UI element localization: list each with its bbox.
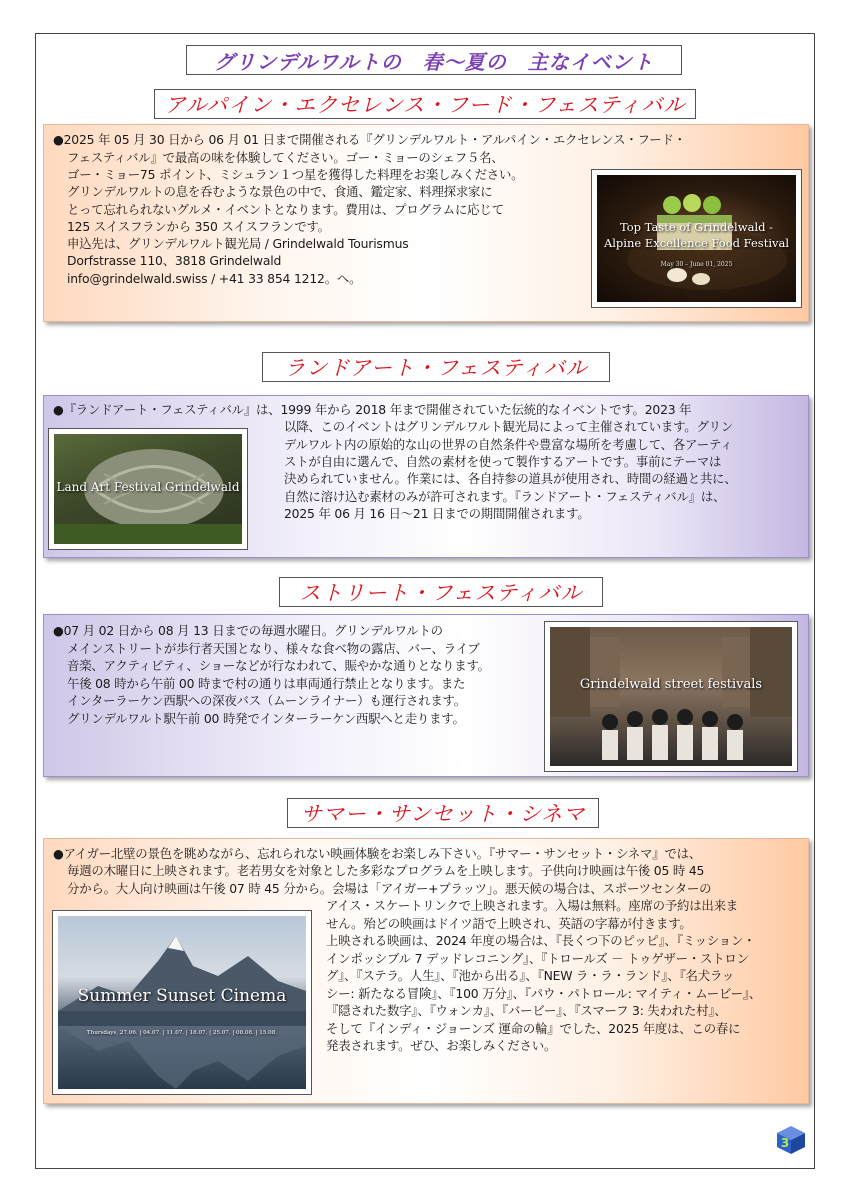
land-art-line-1: 以降、このイベントはグリンデルワルト観光局によって主催されています。グリン bbox=[284, 419, 734, 434]
street-festival-line-2: 音楽、アクティビティ、ショーなどが行なわれて、賑やかな通りとなります。 bbox=[67, 658, 490, 673]
section-title-street-festival: ストリート・フェスティバル bbox=[279, 577, 603, 607]
land-art-line-6: 2025 年 06 月 16 日〜21 日までの期間開催されます。 bbox=[284, 506, 590, 521]
land-art-line-0: ●『ランドアート・フェスティバル』は、1999 年から 2018 年まで開催されていた伝統的なイベントです。2023 年 bbox=[53, 402, 692, 417]
land-art-line-2: デルワルト内の原始的な山の世界の自然条件や豊富な場所を考慮して、各アーティ bbox=[284, 437, 733, 452]
food-festival-line-1: フェスティバル』で最高の味を体験してください。ゴー・ミョーのシェフ５名、 bbox=[67, 150, 504, 165]
food-festival-line-4: とって忘れられないグルメ・イベントとなります。費用は、プログラムに応じて bbox=[67, 202, 504, 217]
street-festival-photo-caption: Grindelwald street festivals bbox=[579, 677, 763, 692]
land-art-line-5: 自然に溶け込む素材のみが許可されます。『ランドアート・フェスティバル』は、 bbox=[284, 489, 726, 504]
food-festival-line-3: グリンデルワルトの息を呑むような景色の中で、食通、鑑定家、料理探求家に bbox=[67, 184, 493, 199]
page-title: グリンデルワルトの 春〜夏の 主なイベント bbox=[186, 45, 682, 75]
sunset-cinema-line-6: インポッシブル 7 デッドレコニング』、『トロールズ － トゥゲザー・ストロン bbox=[326, 951, 749, 966]
sunset-cinema-line-9: 『隠された数字』、『ウォンカ』、『バービー』、『スマーフ 3: 失われた村』、 bbox=[326, 1003, 727, 1018]
sunset-cinema-line-3: アイス・スケートリンクで上映されます。入場は無料。座席の予約は出来ま bbox=[326, 898, 739, 913]
sunset-cinema-line-7: グ』、『ステラ。人生』、『池から出る』、『NEW ラ・ラ・ランド』、『名犬ラッ bbox=[326, 968, 735, 983]
parade-crowd-illustration bbox=[550, 627, 792, 766]
section-title-sunset-cinema: サマー・サンセット・シネマ bbox=[287, 798, 599, 828]
sunset-cinema-line-1: 毎週の木曜日に上映されます。老若男女を対象とした多彩なプログラムを上映します。子供向け映画は午後 05 時 45 bbox=[67, 863, 705, 878]
sunset-cinema-line-5: 上映される映画は、2024 年度の場合は、『長くつ下のピッピ』、『ミッション・ bbox=[326, 933, 756, 948]
street-festival-line-5: グリンデルワルト駅午前 00 時発でインターラーケン西駅へと走ります。 bbox=[67, 711, 465, 726]
land-art-line-4: 決められていません。作業には、各自持参の道具が使用され、時間の経過と共に、 bbox=[284, 471, 737, 486]
sunset-cinema-line-2: 分から。大人向け映画は午後 07 時 45 分から。会場は「アイガー+プラッツ」。悪天候の場合は、スポーツセンターの bbox=[67, 881, 712, 896]
food-festival-line-8: info@grindelwald.swiss / +41 33 854 1212。へ。 bbox=[67, 271, 362, 286]
food-festival-photo bbox=[591, 169, 802, 308]
street-festival-line-0: ●07 月 02 日から 08 月 13 日までの毎週水曜日。グリンデルワルトの bbox=[53, 623, 443, 638]
sunset-cinema-line-4: せん。殆どの映画はドイツ語で上映され、英語の字幕が付きます。 bbox=[326, 916, 692, 931]
land-art-photo bbox=[48, 428, 248, 550]
page-number: 3 bbox=[780, 1136, 790, 1150]
section-title-land-art: ランドアート・フェスティバル bbox=[262, 352, 610, 382]
food-festival-line-2: ゴー・ミョー75 ポイント、ミシュラン１つ星を獲得した料理をお楽しみください。 bbox=[67, 167, 524, 182]
sunset-cinema-photo bbox=[52, 910, 312, 1095]
sunset-cinema-line-0: ●アイガー北壁の景色を眺めながら、忘れられない映画体験をお楽しみ下さい。『サマー・サンセット・シネマ』では、 bbox=[53, 846, 702, 861]
food-festival-line-7: Dorfstrasse 110、3818 Grindelwald bbox=[67, 253, 282, 268]
land-art-photo-caption: Land Art Festival Grindelwald bbox=[56, 480, 240, 494]
street-festival-line-1: メインストリートが歩行者天国となり、様々な食べ物の露店、バー、ライブ bbox=[67, 641, 480, 656]
street-festival-line-3: 午後 08 時から午前 00 時まで村の通りは車両通行禁止となります。また bbox=[67, 676, 466, 691]
land-art-line-3: ストが自由に選んで、自然の素材を使って製作するアートです。事前にテーマは bbox=[284, 454, 722, 469]
sunset-cinema-line-8: シー: 新たなる冒険』、『100 万分』、『パウ・パトロール: マイティ・ムービー』、 bbox=[326, 986, 762, 1001]
street-festival-line-4: インターラーケン西駅への深夜バス（ムーンライナー）も運行されます。 bbox=[67, 693, 466, 708]
sunset-cinema-photo-dates: Thursdays, 27.06. | 04.07. | 11.07. | 18.07. | 25.07. | 08.08. | 15.08. bbox=[86, 1030, 278, 1036]
food-festival-line-0: ●2025 年 05 月 30 日から 06 月 01 日まで開催される『グリンデルワルト・アルパイン・エクセレンス・フード・ bbox=[53, 132, 686, 147]
sunset-cinema-line-10: そして『インディ・ジョーンズ 運命の輪』でした、2025 年度は、この春に bbox=[326, 1021, 741, 1036]
page-number-badge bbox=[775, 1124, 807, 1156]
sunset-cinema-photo-caption: Summer Sunset Cinema bbox=[77, 986, 287, 1006]
food-festival-line-5: 125 スイスフランから 350 スイスフランです。 bbox=[67, 219, 330, 234]
food-festival-photo-caption: Top Taste of Grindelwald - Alpine Excellence Food Festival bbox=[603, 220, 790, 250]
food-festival-line-6: 申込先は、グリンデルワルト観光局 / Grindelwald Tourismus bbox=[67, 236, 409, 251]
sunset-cinema-line-11: 発表されます。ぜひ、お楽しみください。 bbox=[326, 1038, 557, 1053]
street-festival-photo bbox=[544, 621, 798, 772]
food-festival-photo-dates: May 30 – June 01, 2025 bbox=[660, 261, 733, 268]
section-title-food-festival: アルパイン・エクセレンス・フード・フェスティバル bbox=[154, 89, 696, 119]
